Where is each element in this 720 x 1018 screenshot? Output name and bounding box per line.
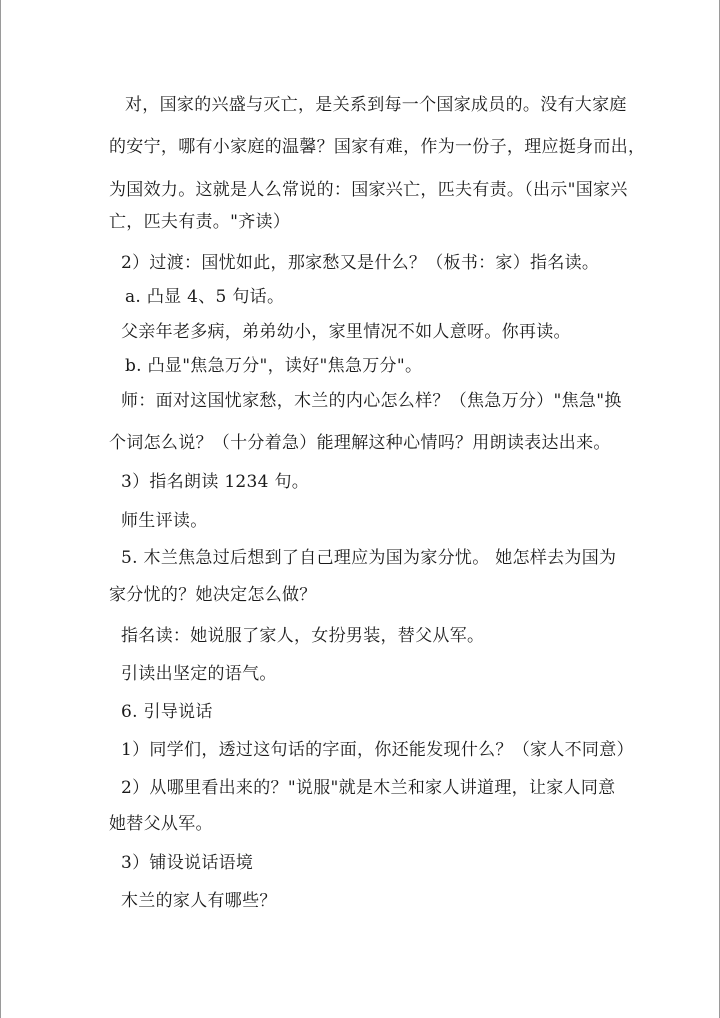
paragraph-line: 3）指名朗读 1234 句。 [121, 472, 310, 492]
paragraph-line: 对，国家的兴盛与灭亡，是关系到每一个国家成员的。没有大家庭 [125, 95, 627, 115]
paragraph-line: 师生评读。 [121, 511, 208, 531]
paragraph-line: 引读出坚定的语气。 [121, 664, 277, 684]
paragraph-line: 她替父从军。 [109, 814, 213, 834]
paragraph-line: b. 凸显"焦急万分"，读好"焦急万分"。 [125, 356, 423, 376]
paragraph-line: 亡，匹夫有责。"齐读） [109, 212, 291, 232]
paragraph-line: 3）铺设说话语境 [121, 853, 254, 873]
paragraph-line: 1）同学们，透过这句话的字面，你还能发现什么？（家人不同意） [121, 740, 634, 760]
paragraph-line: 为国效力。这就是人么常说的：国家兴亡，匹夫有责。（出示"国家兴 [109, 180, 628, 200]
paragraph-line: 师：面对这国忧家愁，木兰的内心怎么样？（焦急万分）"焦急"换 [121, 391, 622, 411]
paragraph-line: 父亲年老多病，弟弟幼小，家里情况不如人意呀。你再读。 [121, 322, 571, 342]
paragraph-line: a. 凸显 4、5 句话。 [125, 287, 285, 307]
paragraph-line: 5. 木兰焦急过后想到了自己理应为国为家分忧。 她怎样去为国为 [121, 548, 617, 568]
paragraph-line: 家分忧的？她决定怎么做？ [109, 585, 317, 605]
paragraph-line: 2）过渡：国忧如此，那家愁又是什么？（板书：家）指名读。 [121, 253, 600, 273]
paragraph-line: 指名读：她说服了家人，女扮男装，替父从军。 [121, 626, 485, 646]
paragraph-line: 6. 引导说话 [121, 702, 213, 722]
paragraph-line: 2）从哪里看出来的？"说服"就是木兰和家人讲道理，让家人同意 [121, 778, 616, 798]
paragraph-line: 木兰的家人有哪些？ [121, 891, 277, 911]
paragraph-line: 的安宁，哪有小家庭的温馨？国家有难，作为一份子，理应挺身而出， [109, 137, 646, 157]
paragraph-line: 个词怎么说？（十分着急）能理解这种心情吗？用朗读表达出来。 [109, 433, 611, 453]
